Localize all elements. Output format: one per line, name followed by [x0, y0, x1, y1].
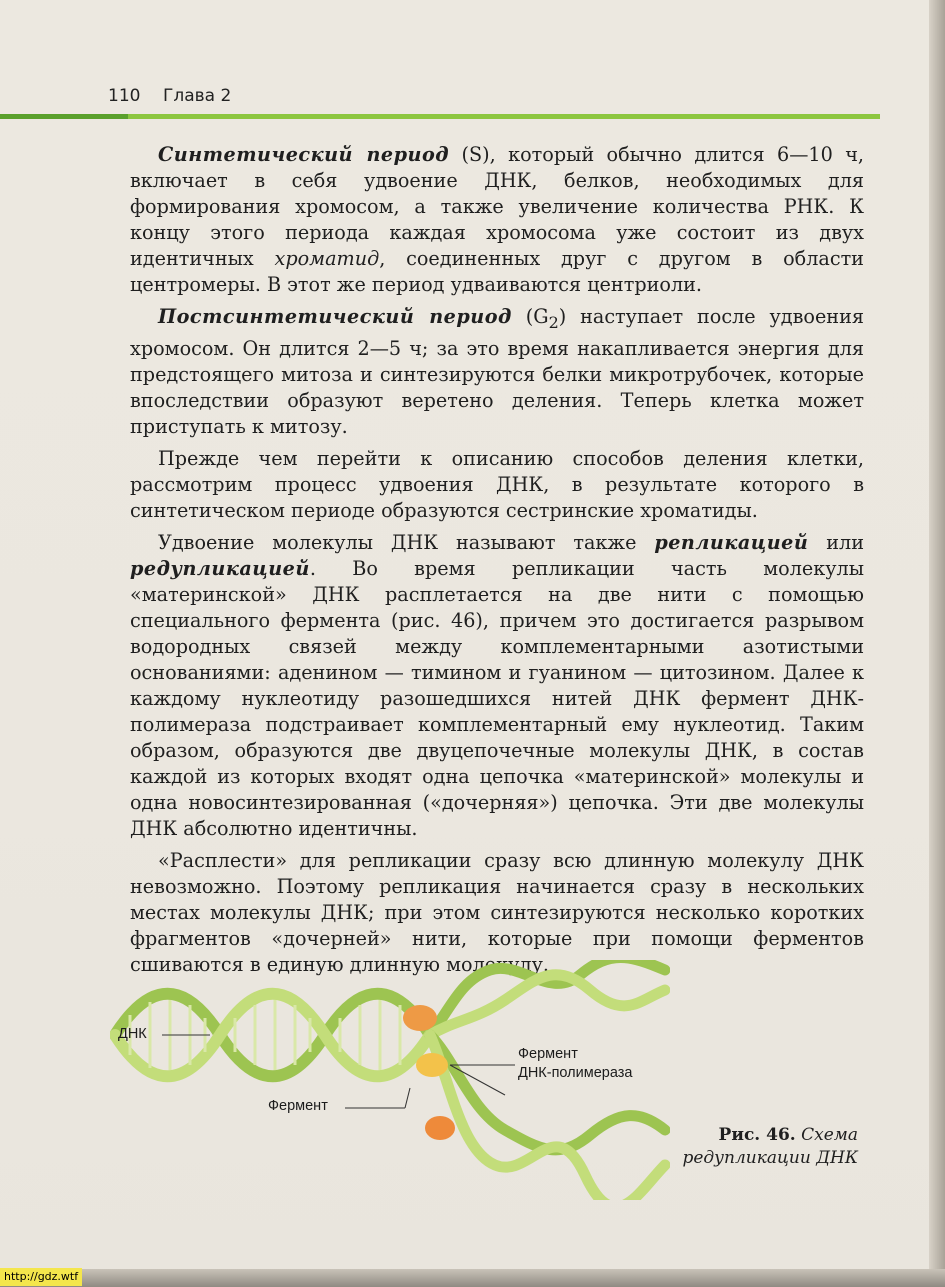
label-enzyme: Фермент [268, 1098, 328, 1114]
header-rule-accent [0, 114, 128, 119]
page-edge-bottom [0, 1269, 945, 1287]
paragraph-text: , соединенных друг с другом в области центромеры. В этот же период удваиваются центриоли. [130, 247, 864, 296]
paragraph-unwinding: «Расплести» для репликации сразу всю длинную молекулу ДНК невозможно. Поэтому репликация начинается сразу в нескольких местах молекулы ДНК; при этом синтезируются несколько коротких фрагментов «дочерней» нити, которые при помощи ферментов сшиваются в единую длинную молекулу. [130, 848, 864, 976]
enzyme-polymerase [416, 1053, 448, 1077]
paragraph-replication [130, 530, 864, 842]
label-dna: ДНК [118, 1026, 147, 1042]
paragraph-synthetic-period [130, 142, 864, 298]
paragraph-intro-replication: Прежде чем перейти к описанию способов деления клетки, рассмотрим процесс удвоения ДНК, в результате которого в синтетическом периоде образуются сестринские хроматиды. [130, 446, 864, 522]
term-postsynthetic-period: Постсинтетический период [158, 305, 512, 328]
term-reduplication: редупликацией [130, 556, 310, 580]
figure-caption-text: Схема редупликации ДНК [682, 1125, 858, 1168]
paragraph-text: . Во время репликации часть молекулы «материнской» ДНК расплетается на две нити с помощью специального фермента (рис. 46), причем это достигается разрывом водородных связей между комплементарными азотистыми основаниями: аденином — тимином и гуанином — цитозином. Далее к каждому нуклеотиду разошедшихся нитей ДНК фермент ДНК-полимераза подстраивает комплементарный ему нуклеотид. Таким образом, образуются две двуцепочечные молекулы ДНК, в состав каждой из которых входят одна цепочка «материнской» молекулы и одна новосинтезированная («дочерняя») цепочка. Эти две молекулы ДНК абсолютно идентичны. [130, 556, 864, 840]
paragraph-text: или [808, 530, 864, 554]
enzyme-polymerase-lower [425, 1116, 455, 1140]
figure-caption [658, 1124, 858, 1170]
header-rule [0, 114, 880, 119]
paragraph-text: (G [511, 305, 549, 328]
figure-number: Рис. 46. [718, 1125, 796, 1145]
page-header [108, 86, 878, 116]
dna-replication-figure [110, 960, 670, 1200]
chapter-title: Глава 2 [163, 86, 232, 106]
label-line-enzyme-b [405, 1088, 410, 1108]
paragraph-text: ) наступает после удвоения хромосом. Он длится 2—5 ч; за это время накапливается энергия для предстоящего митоза и синтезируются белки микротрубочек, которые впоследствии образуют веретено деления. Теперь клетка может приступать к митозу. [130, 305, 864, 438]
term-chromatid: хроматид [274, 247, 380, 270]
subscript: 2 [548, 312, 559, 332]
term-synthetic-period: Синтетический период [158, 143, 450, 166]
paragraph-postsynthetic-period [130, 304, 864, 440]
paragraph-text: Удвоение молекулы ДНК называют также [158, 530, 655, 554]
label-polymerase-line2: ДНК-полимераза [518, 1065, 633, 1081]
body-text [130, 142, 864, 984]
enzyme-helicase [403, 1005, 437, 1031]
paragraph-text: (S), который обычно длится 6—10 ч, включает в себя удвоение ДНК, белков, необходимых для формирования хромосом, а также увеличение количества РНК. К концу этого периода каждая хромосома уже состоит из двух идентичных [130, 143, 864, 270]
page-edge-right [929, 0, 945, 1287]
page-number: 110 [108, 86, 141, 106]
term-replication: репликацией [654, 530, 809, 554]
label-polymerase-line1: Фермент [518, 1046, 578, 1062]
watermark-link[interactable]: http://gdz.wtf [0, 1268, 82, 1286]
